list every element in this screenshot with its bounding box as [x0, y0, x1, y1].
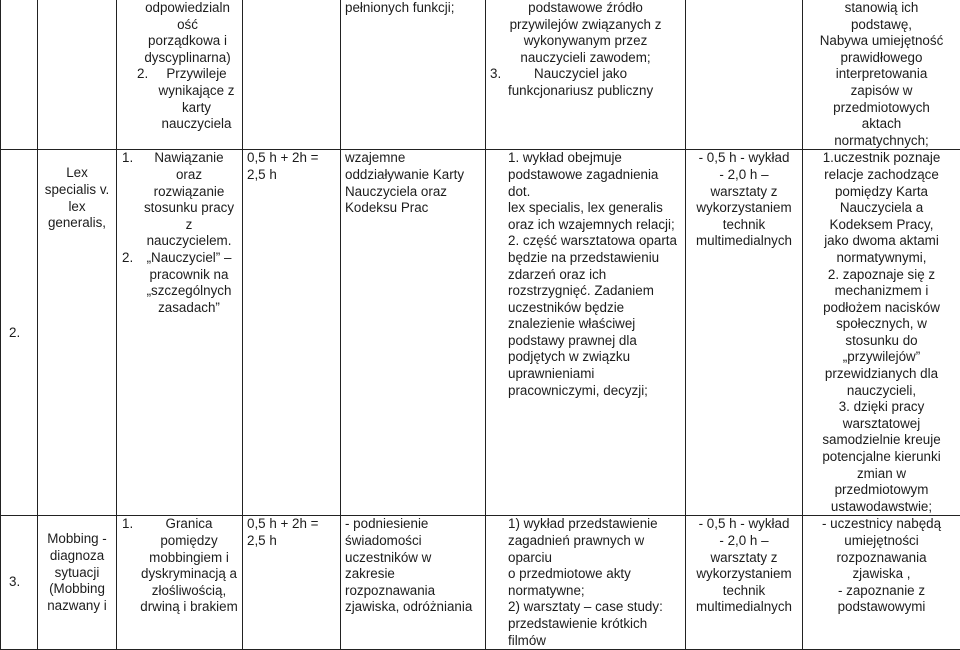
- list-item: [490, 66, 653, 99]
- text-line: Nabywa umiejętność: [807, 33, 956, 50]
- list-item: [122, 150, 238, 250]
- text-line: 2,5 h: [247, 533, 336, 550]
- goal-text: pełnionych funkcji;: [345, 0, 481, 17]
- text-line: zapisów w: [807, 83, 956, 100]
- text-line: zjawiska ,: [807, 566, 956, 583]
- text-line: znalezienie właściwej: [508, 316, 681, 333]
- text-line: 0,5 h + 2h =: [247, 516, 336, 533]
- list-item-text: wynikające z: [155, 83, 238, 100]
- list-item-text: funkcjonariusz publiczny: [508, 83, 653, 100]
- text-line: stanowią ich: [807, 0, 956, 17]
- text-line: przedstawienie krótkich filmów: [508, 616, 681, 649]
- text-line: mechanizmem i: [807, 283, 956, 300]
- text-line: rozpoznawania: [345, 583, 481, 600]
- list-item-number: 2.: [122, 250, 140, 316]
- list-item-text: karty: [155, 100, 238, 117]
- text-line: multimedialnych: [690, 233, 798, 250]
- text-line: rozpoznawania: [807, 550, 956, 567]
- text-line: Kodeksem Pracy,: [807, 217, 956, 234]
- list-item-number: 1.: [122, 516, 140, 616]
- list-item: [122, 516, 238, 616]
- cell-effects: [803, 516, 960, 650]
- text-line: ość: [137, 17, 238, 34]
- text-line: - 0,5 h - wykład: [690, 150, 798, 167]
- list-item: [122, 250, 238, 316]
- text-line: normatywnymi,: [807, 250, 956, 267]
- text-line: przewidzianych dla: [807, 366, 956, 383]
- cell-goal: [341, 516, 486, 650]
- text-line: wzajemne: [345, 150, 481, 167]
- cell-number: [1, 0, 38, 150]
- text-line: uprawnieniami: [508, 366, 681, 383]
- text-line: podstawę,: [807, 17, 956, 34]
- text-line: nauczycieli,: [807, 383, 956, 400]
- row-number: 3.: [1, 516, 38, 650]
- list-item-text: „szczególnych: [140, 283, 238, 300]
- text-line: - podniesienie: [345, 516, 481, 533]
- text-line: zdarzeń oraz ich: [508, 267, 681, 284]
- text-line: „przywilejów”: [807, 349, 956, 366]
- cell-hours: [243, 516, 341, 650]
- text-line: relacje zachodzące: [807, 167, 956, 184]
- list-item-text: złośliwością,: [140, 583, 238, 600]
- cell-content: [117, 150, 243, 516]
- text-line: Nauczyciela a: [807, 200, 956, 217]
- text-line: warsztatowej: [807, 416, 956, 433]
- text-line: 2) warsztaty – case study:: [508, 599, 681, 616]
- cell-content: [117, 0, 243, 150]
- table-row-2: [1, 150, 960, 516]
- text-line: o przedmiotowe akty: [508, 566, 681, 583]
- list-item-text: mobbingiem i: [140, 550, 238, 567]
- cell-forms: [686, 0, 803, 150]
- text-line: Mobbing -: [42, 531, 112, 548]
- text-line: oddziaływanie Karty: [345, 167, 481, 184]
- text-line: uczestników będzie: [508, 300, 681, 317]
- text-line: podłożem nacisków: [807, 300, 956, 317]
- text-line: zmian w: [807, 466, 956, 483]
- text-line: podstawowe źródło: [490, 0, 681, 17]
- text-line: - zapoznanie z: [807, 583, 956, 600]
- text-line: jako dwoma aktami: [807, 233, 956, 250]
- cell-forms: [686, 150, 803, 516]
- text-line: nauczycieli zawodem;: [490, 50, 681, 67]
- text-line: lex: [42, 199, 112, 216]
- text-line: 1.uczestnik poznaje: [807, 150, 956, 167]
- text-line: świadomości: [345, 533, 481, 550]
- list-item-number: 3.: [490, 66, 508, 99]
- text-line: - 2,0 h –: [690, 167, 798, 184]
- text-line: samodzielnie kreuje: [807, 432, 956, 449]
- list-item: [137, 66, 238, 132]
- cell-methods: [486, 516, 686, 650]
- text-line: wykonywanym przez: [490, 33, 681, 50]
- text-line: pomiędzy Karta: [807, 184, 956, 201]
- cell-effects: [803, 0, 960, 150]
- text-line: (Mobbing: [42, 581, 112, 598]
- text-line: specialis v.: [42, 182, 112, 199]
- text-line: normatywne;: [508, 583, 681, 600]
- text-line: 1. wykład obejmuje: [508, 150, 681, 167]
- cell-effects: [803, 150, 960, 516]
- text-line: uczestników w: [345, 550, 481, 567]
- cell-goal: [341, 150, 486, 516]
- list-item-text: stosunku pracy: [140, 200, 238, 217]
- text-line: 2,5 h: [247, 167, 336, 184]
- cell-hours: [243, 0, 341, 150]
- text-line: będzie na przedstawieniu: [508, 250, 681, 267]
- text-line: 2. zapoznaje się z: [807, 267, 956, 284]
- table-row-3: [1, 516, 960, 650]
- cell-topic: [38, 150, 117, 516]
- text-line: podstawy prawnej dla: [508, 333, 681, 350]
- text-line: 0,5 h + 2h =: [247, 150, 336, 167]
- cell-methods: [486, 150, 686, 516]
- text-line: aktach: [807, 116, 956, 133]
- text-line: przedmiotowych: [807, 100, 956, 117]
- list-item-text: z: [140, 217, 238, 234]
- cell-methods: [486, 0, 686, 150]
- text-line: zagadnień prawnych w oparciu: [508, 533, 681, 566]
- text-line: interpretowania: [807, 66, 956, 83]
- text-line: podstawowymi: [807, 599, 956, 616]
- cell-content: [117, 516, 243, 650]
- text-line: Nauczyciela oraz: [345, 184, 481, 201]
- text-line: warsztaty z: [690, 550, 798, 567]
- text-line: podstawowe zagadnienia dot.: [508, 167, 681, 200]
- text-line: odpowiedzialn: [137, 0, 238, 17]
- text-line: pracowniczymi, decyzji;: [508, 383, 681, 400]
- list-item-text: pracownik na: [140, 267, 238, 284]
- cell-topic: [38, 0, 117, 150]
- text-line: lex specialis, lex generalis: [508, 200, 681, 217]
- list-item-text: dyskryminacją a: [140, 566, 238, 583]
- text-line: technik: [690, 583, 798, 600]
- list-item-number: 2.: [137, 66, 155, 132]
- text-line: Lex: [42, 165, 112, 182]
- text-line: oraz ich wzajemnych relacji;: [508, 217, 681, 234]
- text-line: umiejętności: [807, 533, 956, 550]
- text-line: 1) wykład przedstawienie: [508, 516, 681, 533]
- text-line: zakresie: [345, 566, 481, 583]
- list-item-text: drwiną i brakiem: [140, 599, 238, 616]
- text-line: zjawiska, odróżniania: [345, 599, 481, 616]
- text-line: potencjalne kierunki: [807, 449, 956, 466]
- text-line: Kodeksu Prac: [345, 200, 481, 217]
- text-line: ustawodawstwie;: [807, 499, 956, 516]
- list-item-text: Nawiązanie: [140, 150, 238, 167]
- text-line: generalis,: [42, 215, 112, 232]
- text-line: przywilejów związanych z: [490, 17, 681, 34]
- list-item-text: „Nauczyciel” –: [140, 250, 238, 267]
- text-line: rozstrzygnięć. Zadaniem: [508, 283, 681, 300]
- text-line: - uczestnicy nabędą: [807, 516, 956, 533]
- text-line: podjętych w związku: [508, 349, 681, 366]
- text-line: 2. część warsztatowa oparta: [508, 233, 681, 250]
- list-item-text: Granica: [140, 516, 238, 533]
- list-item-text: rozwiązanie: [140, 184, 238, 201]
- list-item-number: 1.: [122, 150, 140, 250]
- text-line: warsztaty z: [690, 184, 798, 201]
- text-line: przedmiotowym: [807, 482, 956, 499]
- text-line: diagnoza: [42, 548, 112, 565]
- cell-hours: [243, 150, 341, 516]
- list-item-text: nauczycielem.: [140, 233, 238, 250]
- text-line: dyscyplinarna): [137, 50, 238, 67]
- text-line: technik: [690, 217, 798, 234]
- text-line: normatychnych;: [807, 133, 956, 150]
- list-item-text: Przywileje: [155, 66, 238, 83]
- text-line: 3. dzięki pracy: [807, 399, 956, 416]
- row-number: 2.: [1, 150, 38, 516]
- text-line: społecznych, w: [807, 316, 956, 333]
- list-item-text: nauczyciela: [155, 116, 238, 133]
- text-line: - 2,0 h –: [690, 533, 798, 550]
- text-line: prawidłowego: [807, 50, 956, 67]
- text-line: wykorzystaniem: [690, 200, 798, 217]
- text-line: multimedialnych: [690, 599, 798, 616]
- text-line: - 0,5 h - wykład: [690, 516, 798, 533]
- list-item-text: Nauczyciel jako: [508, 66, 653, 83]
- cell-forms: [686, 516, 803, 650]
- cell-topic: [38, 516, 117, 650]
- text-line: porządkowa i: [137, 33, 238, 50]
- text-line: wykorzystaniem: [690, 566, 798, 583]
- cell-goal: [341, 0, 486, 150]
- list-item-text: zasadach”: [140, 300, 238, 317]
- text-line: sytuacji: [42, 565, 112, 582]
- list-item-text: pomiędzy: [140, 533, 238, 550]
- table-row-continuation: [1, 0, 960, 150]
- text-line: nazwany i: [42, 598, 112, 615]
- text-line: stosunku do: [807, 333, 956, 350]
- list-item-text: oraz: [140, 167, 238, 184]
